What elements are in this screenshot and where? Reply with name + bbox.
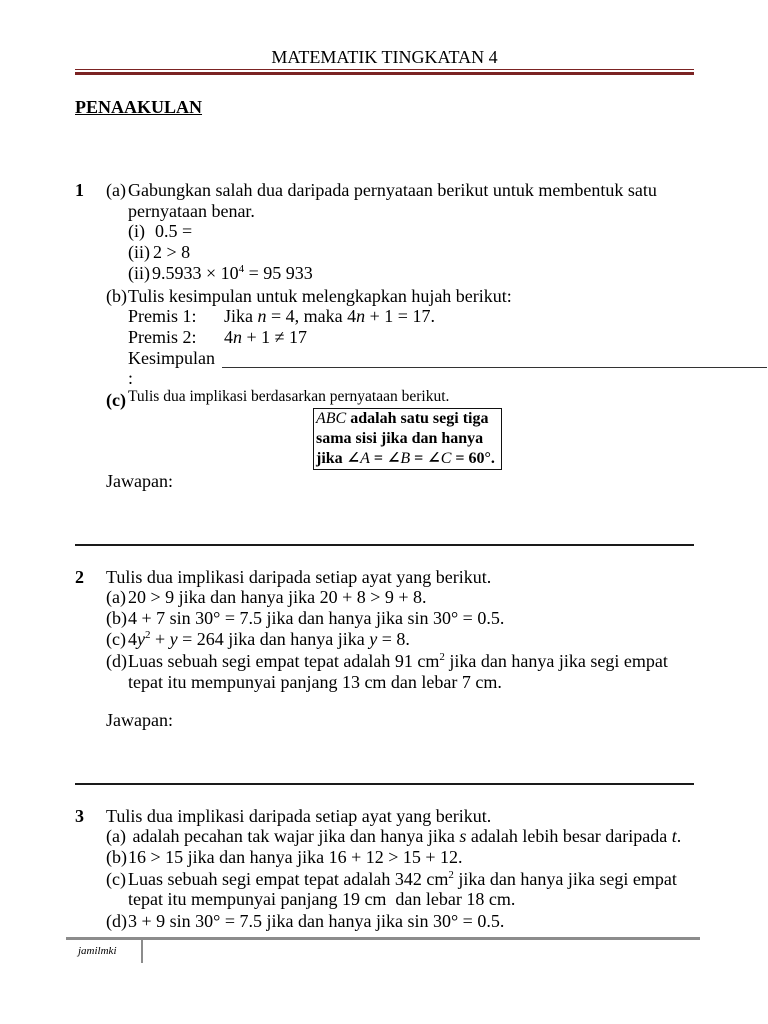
item-text-segment: 4 [128,629,137,649]
question-separator [75,783,694,785]
item-text-segment: = 8. [377,629,410,649]
q2-item-a-label: (a) [106,587,126,607]
q1-part-a-text-line-2: pernyataan benar. [128,201,255,221]
exponent: 2 [145,629,151,641]
q2-item-b-text: 4 + 7 sin 30° = 7.5 jika dan hanya jika sin 30° = 0.5. [128,608,505,628]
item-text-segment: jika dan hanya jika segi empat [444,651,668,671]
q1-statement-3-text [152,263,313,284]
conclusion-answer-line [222,367,767,368]
question-3-number: 3 [75,806,84,826]
footer-author: jamilmki [78,945,117,957]
q1-statement-1-text: 0.5 = [155,221,193,241]
premise-2-label: Premis 2: [128,327,197,347]
item-text-segment: adalah pecahan tak wajar jika dan hanya jika [128,826,460,846]
exponent: 2 [448,869,454,881]
item-text-segment: + [150,629,170,649]
q2-item-c-text [128,629,410,650]
statement-result: = 95 933 [244,263,313,283]
header-rule-thick [75,72,694,75]
math-variable: t [671,826,677,846]
premise-text-segment: 4 [224,327,233,347]
item-text-segment: Luas sebuah segi empat tepat adalah 91 cm [128,651,440,671]
item-text-segment: adalah lebih besar daripada [466,826,672,846]
statement-box-text: jika ∠ [316,450,361,467]
math-variable: A [360,450,370,467]
statement-box-line-3 [316,449,495,469]
question-separator [75,544,694,546]
q3-item-a-text [128,826,681,847]
q2-answer-label: Jawapan: [106,710,173,730]
item-text-segment: Luas sebuah segi empat tepat adalah 342 cm [128,869,449,889]
q2-item-a-text: 20 > 9 jika dan hanya jika 20 + 8 > 9 + 8. [128,587,427,607]
section-title: PENAAKULAN [75,97,203,117]
statement-box-line-2: sama sisi jika dan hanya [316,430,484,447]
q2-item-d-text [128,651,668,672]
q3-item-b-label: (b) [106,847,127,867]
q1-part-c-text: Tulis dua implikasi berdasarkan pernyataan berikut. [128,388,450,405]
premise-text-segment: + 1 ≠ 17 [242,327,308,347]
q1-part-b-label: (b) [106,286,127,306]
statement-box-text: = 60°. [451,450,495,467]
q1-part-b-text: Tulis kesimpulan untuk melengkapkan hujah berikut: [128,286,512,306]
math-variable: C [440,450,452,467]
math-variable: y [369,629,378,649]
statement-base: 9.5933 × 10 [152,263,239,283]
premise-1-text [224,306,435,327]
premise-text-segment: Jika [224,306,258,326]
q2-item-c-label: (c) [106,629,126,649]
q1-statement-1-label: (i) [128,221,145,241]
statement-box-line-1 [316,409,488,429]
item-text-segment: . [676,826,682,846]
premise-1-label: Premis 1: [128,306,197,326]
premise-text-segment: + 1 = 17. [365,306,435,326]
premise-text-segment: = 4, maka 4 [266,306,357,326]
page-header-title: MATEMATIK TINGKATAN 4 [271,47,498,67]
q3-item-c-label: (c) [106,869,126,889]
math-variable: s [459,826,467,846]
statement-exponent: 4 [238,263,245,275]
q2-item-b-label: (b) [106,608,127,628]
exponent: 2 [439,651,445,663]
statement-box-text: adalah satu segi tiga [346,410,489,427]
statement-box-text: = ∠ [369,450,401,467]
math-variable: n [356,306,366,326]
question-2-number: 2 [75,567,84,587]
math-variable: n [257,306,267,326]
statement-box-text: = ∠ [410,450,441,467]
item-text-segment: jika dan hanya jika segi empat [453,869,677,889]
q1-statement-3-label: (ii) [128,263,150,283]
math-variable: y [137,629,145,649]
header-rule-thin [75,69,694,70]
q3-item-c-continuation: tepat itu mempunyai panjang 19 cm dan lebar 18 cm. [128,889,516,909]
q2-item-d-continuation: tepat itu mempunyai panjang 13 cm dan lebar 7 cm. [128,672,502,692]
footer-divider [141,939,143,963]
conclusion-colon: : [128,368,134,388]
q1-answer-label: Jawapan: [106,471,173,491]
q3-intro: Tulis dua implikasi daripada setiap ayat yang berikut. [106,806,492,826]
q3-item-b-text: 16 > 15 jika dan hanya jika 16 + 12 > 15 + 12. [128,847,463,867]
q3-item-c-text [128,869,677,890]
math-variable: y [169,629,178,649]
footer-rule [66,937,700,940]
statement-box [313,408,502,470]
conclusion-label: Kesimpulan [128,348,215,368]
q2-item-d-label: (d) [106,651,127,671]
premise-2-text [224,327,307,348]
q1-part-c-label: (c) [106,390,126,410]
q3-item-d-text: 3 + 9 sin 30° = 7.5 jika dan hanya jika sin 30° = 0.5. [128,911,505,931]
q1-part-a-text-line-1: Gabungkan salah dua daripada pernyataan berikut untuk membentuk satu [128,180,657,200]
math-variable: B [400,450,411,467]
q1-part-a-label: (a) [106,180,126,200]
question-1-number: 1 [75,180,84,200]
item-text-segment: = 264 jika dan hanya jika [177,629,370,649]
q2-intro: Tulis dua implikasi daripada setiap ayat yang berikut. [106,567,492,587]
q3-item-a-label: (a) [106,826,126,846]
math-variable: n [233,327,242,347]
math-variable: ABC [316,410,347,427]
q3-item-d-label: (d) [106,911,127,931]
q1-statement-2-label: (ii) [128,242,150,262]
q1-statement-2-text: 2 > 8 [153,242,191,262]
